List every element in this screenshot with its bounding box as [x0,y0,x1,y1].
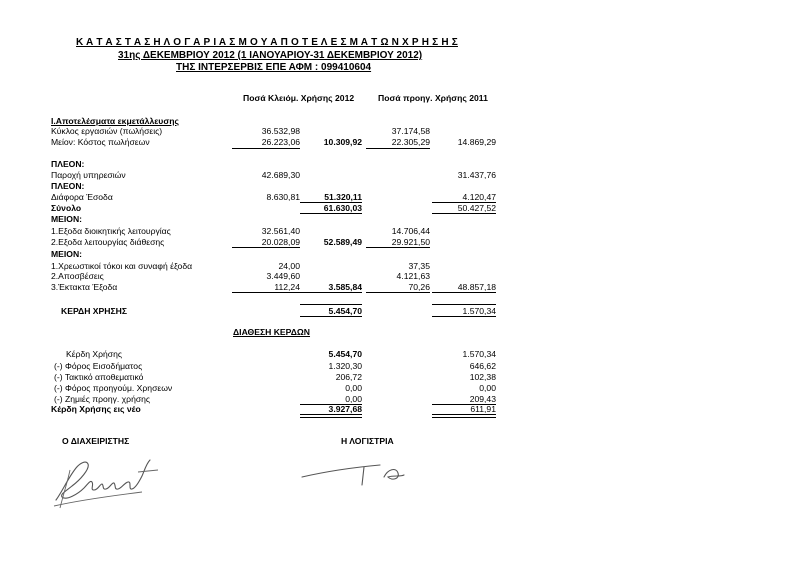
value-gross-profit-2011: 14.869,29 [457,137,496,147]
report-title: Κ Α Τ Α Σ Τ Α Σ Η Λ Ο Γ Α Ρ Ι Α Σ Μ Ο Υ Α Π Ο Τ Ε Λ Ε Σ Μ Α Τ Ω Ν Χ Ρ Η Σ Η Σ [76,37,458,48]
dist-prior-losses-2011: 209,43 [469,394,496,404]
dist-prior-tax-2012: 0,00 [345,383,362,393]
dist-income-tax-2012: 1.320,30 [328,361,362,371]
value-total-2011: 50.427,52 [457,203,496,213]
row-label-plus-1: ΠΛΕΟΝ: [51,159,85,169]
value-cost-of-sales-2012: 26.223,06 [261,137,300,147]
value-extraordinary-2012: 112,24 [274,282,300,292]
value-other-expenses-sum-2012: 3.585,84 [328,282,362,292]
row-label-cost-of-sales: Μείον: Κόστος πωλήσεων [51,137,150,147]
row-label-minus-2: ΜΕΙΟΝ: [51,249,83,259]
dist-label-legal-reserve: (-) Τακτικό αποθεματικό [54,372,144,382]
row-label-extraordinary: 3.Έκτακτα Έξοδα [51,282,118,292]
column-header-current: Ποσά Κλειόμ. Χρήσης 2012 [243,93,355,103]
value-services-2012: 42.689,30 [261,170,300,180]
row-label-other-income: Διάφορα Έσοδα [51,192,113,202]
row-label-distribution-expenses: 2.Εξοδα λειτουργίας διάθεσης [51,237,165,247]
dist-legal-reserve-2012: 206,72 [335,372,362,382]
value-expenses-sum-2011: 48.857,18 [457,282,496,292]
dist-label-prior-losses: (-) Ζημιές προηγ. χρήσης [54,394,151,404]
value-operating-expenses-sum-2012: 52.589,49 [323,237,362,247]
dist-legal-reserve-2011: 102,38 [469,372,496,382]
value-sales-2011: 37.174,58 [391,126,430,136]
row-label-admin-expenses: 1.Εξοδα διοικητικής λειτουργίας [51,226,171,236]
signature-label-manager: Ο ΔΙΑΧΕΙΡΙΣΤΗΣ [62,436,130,446]
row-label-minus-1: ΜΕΙΟΝ: [51,214,83,224]
value-interest-2012: 24,00 [278,261,300,271]
value-other-income-2011: 4.120,47 [462,192,496,202]
dist-label-carried-forward: Κέρδη Χρήσης εις νέο [51,404,141,414]
value-profit-2011: 1.570,34 [462,306,496,316]
row-label-services: Παροχή υπηρεσιών [51,170,126,180]
value-distribution-expenses-2012: 20.028,09 [261,237,300,247]
value-other-income-sum-2012: 51.320,11 [324,192,362,202]
row-label-total: Σύνολο [51,203,82,213]
report-period: 31ης ΔΕΚΕΜΒΡΙΟΥ 2012 (1 ΙΑΝΟΥΑΡΙΟΥ-31 ΔΕΚΕΜΒΡΙΟΥ 2012) [118,50,423,61]
value-services-2011: 31.437,76 [457,170,496,180]
column-header-previous: Ποσά προηγ. Χρήσης 2011 [378,93,488,103]
dist-label-profit: Κέρδη Χρήσης [66,349,123,359]
row-label-interest: 1.Χρεωστικοί τόκοι και συναφή έξοδα [51,261,193,271]
row-label-plus-2: ΠΛΕΟΝ: [51,181,85,191]
value-depreciation-2012: 3.449,60 [266,271,300,281]
value-depreciation-2011: 4.121,63 [396,271,430,281]
dist-profit-2011: 1.570,34 [462,349,496,359]
dist-carried-forward-2011: 611,91 [470,404,496,414]
value-profit-2012: 5.454,70 [328,306,362,316]
accountant-signature [298,455,418,495]
value-cost-of-sales-2011: 22.305,29 [391,137,430,147]
signature-label-accountant: Η ΛΟΓΙΣΤΡΙΑ [341,436,394,446]
distribution-title: ΔΙΑΘΕΣΗ ΚΕΡΔΩΝ [233,327,311,337]
dist-prior-tax-2011: 0,00 [479,383,496,393]
dist-carried-forward-2012: 3.927,68 [328,404,362,414]
value-distribution-expenses-2011: 29.921,50 [391,237,430,247]
value-gross-profit-2012: 10.309,92 [323,137,362,147]
value-admin-expenses-2012: 32.561,40 [261,226,300,236]
value-admin-expenses-2011: 14.706,44 [391,226,430,236]
dist-label-income-tax: (-) Φόρος Εισοδήματος [54,361,143,371]
dist-income-tax-2011: 646,62 [469,361,496,371]
row-label-profit: ΚΕΡΔΗ ΧΡΗΣΗΣ [61,306,127,316]
section-heading-operating: Ι.Αποτελέσματα εκμετάλλευσης [51,116,179,126]
value-total-2012: 61.630,03 [323,203,362,213]
dist-label-prior-tax: (-) Φόρος προηγούμ. Χρησεων [54,383,173,393]
value-other-income-2012: 8.630,81 [266,192,300,202]
dist-profit-2012: 5.454,70 [328,349,362,359]
manager-signature [50,450,165,515]
value-interest-2011: 37,35 [408,261,430,271]
row-label-depreciation: 2.Αποσβέσεις [51,271,104,281]
value-extraordinary-2011: 70,26 [408,282,430,292]
dist-prior-losses-2012: 0,00 [345,394,362,404]
row-label-sales: Κύκλος εργασιών (πωλήσεις) [51,126,163,136]
company-name: ΤΗΣ ΙΝΤΕΡΣΕΡΒΙΣ ΕΠΕ ΑΦΜ : 099410604 [176,62,372,73]
value-sales-2012: 36.532,98 [261,126,300,136]
